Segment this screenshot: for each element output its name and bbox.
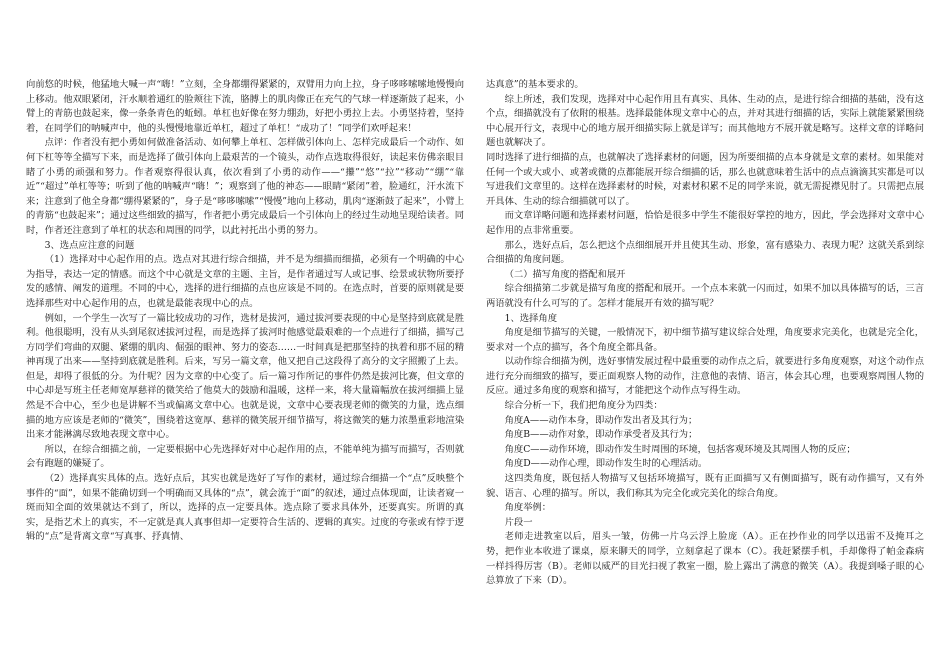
right-paragraph: 角度B——动作对象，即动作承受者及其行为； [504,429,698,441]
right-paragraph: 以动作综合细描为例，选好事情发展过程中最重要的动作点之后，就要进行多角度观察，对这个动作点进行充分而细致的描写，要正面观察人物的动作，注意他的表情、语言，体会其心理，也要观察周围人物的反应。通过多角度的观察和描写，才能把这个动作点写得生动。 [486,356,924,397]
left-paragraph: 点评：作者没有把小勇如何做准备活动、如何攀上单杠、怎样做引体向上、怎样完成最后一个动作、如何下杠等等全描写下来，而是选择了做引体向上最艰苦的一个镜头，动作点选取得很好，读起来仿佛亲眼目睹了小勇的顽强和努力。作者观察得很认真，依次看到了小勇的动作——“攥”“悠”“拉”“移动”“绷”“靠近”“超过”单杠等等；听到了他的呐喊声“嗨！”；观察到了他的神态——眼睛“紧闭”着，脸通红，汗水流下来；注意到了他全身都“绷得紧紧的”，身子是“哆哆嗦嗦”“慢慢”地向上移动，肌肉“逐渐鼓了起来”，小臂上的青筋“也鼓起来”；通过这些细致的描写，作者把小勇完成最后一个引体向上的经过生动地呈现给读者。同时，作者还注意到了单杠的状态和周围的同学，以此衬托出小勇的努力。 [26,137,464,236]
right-paragraph: 片段一 [504,516,533,528]
left-paragraph: 向前悠的时候，他猛地大喊一声“嗨！”立刻，全身都绷得紧紧的，双臂用力向上拉，身子哆哆嗦嗦地慢慢向上移动。他双眼紧闭，汗水顺着通红的脸颊往下流，胳膊上的肌肉像正在充气的气球一样逐渐鼓了起来，小臂上的青筋也鼓起来，像一条条青色的蚯蚓。单杠也好像在努力绷劲，好把小勇拉上去。小勇坚持着，坚持着，在同学们的呐喊声中，他的头慢慢地靠近单杠，超过了单杠！“成功了！”同学们欢呼起来！ [26,79,464,134]
left-paragraph: 例如，一个学生一次写了一篇比较成功的习作，选材是拔河，通过拔河要表现的中心是坚持到底就是胜利。他很聪明，没有从头到尾叙述拔河过程，而是选择了拔河时他感觉最艰难的一个点进行了细描，描写己方同学们弯曲的双腿、紧绷的肌肉、倔强的眼神、努力的姿态……一时间真是把那坚持的执着和那不屈的精神再现了出来——坚持到底就是胜利。后来，写另一篇文章，他又把自己这段得了高分的文字照搬了上去。但是，却得了很低的分。为什呢？因为文章的中心变了。后一篇习作所记的事件仍然是拔河比赛，但文章的中心却是写班主任老师宽厚慈祥的微笑给了他莫大的鼓励和温暖，这样一来，将大量篇幅放在拔河细描上显然是不合中心，至少也是讲解不当或偏离文章中心。也就是说，文章中心要表现老师的微笑的力量，选点细描的地方应该是老师的“微笑”，围绕着这宽厚、慈祥的微笑展开细节描写，将这微笑的魅力浓墨重彩地渲染出来才能淋漓尽致地表现文章中心。 [26,312,464,441]
left-paragraph: 3、选点应注意的问题 [44,239,135,251]
right-paragraph: 这四类角度，既包括人物描写又包括环境描写，既有正面描写又有侧面描写，既有动作描写，又有外貌、语言、心理的描写。所以，我们称其为完全化或完美化的综合角度。 [486,473,924,499]
right-paragraph: 1、选择角度 [504,312,557,324]
left-paragraph: （2）选择真实具体的点。选好点后，其实也就是选好了写作的素材，通过综合细描一个“点”反映整个事件的“面”，如果不能确切到一个明确而又具体的“点”，就会流于“面”的叙述，通过点体现面，让读者窥一斑而知全面的效果就达不到了，所以，选择的点一定要具体。选点除了要求具体外，还要真实。所谓的真实，是指艺术上的真实，不一定就是真人真事但却一定要符合生活的、逻辑的真实。过度的夸张或有悖于逻辑的“点”是背离文章“写真事、抒真情、 [26,473,464,543]
right-paragraph: 角度是细节描写的关键，一般情况下，初中细节描写建议综合处理，角度要求完美化，也就是完全化，要求对一个点的描写，各个角度全都具备。 [486,327,924,353]
left-column [26,78,464,631]
right-paragraph: 综合分析一下，我们把角度分为四类： [504,400,663,412]
right-paragraph: 那么，选好点后，怎么把这个点细细展开并且使其生动、形象，富有感染力、表现力呢？这就关系到综合细描的角度问题。 [486,239,924,266]
right-column [486,78,924,631]
right-paragraph: 达真意”的基本要求的。 [486,79,584,90]
right-paragraph: 同时选择了进行细描的点，也就解决了选择素材的问题，因为所要细描的点本身就是文章的素材。如果能对任何一个或大或小、或著或微的点都能展开综合细描的话，那么也就意味着生活中的点点滴滴其实都是可以写进我们文章里的。这样在选择素材的时候，对素材积累不足的同学来说，就无需捉襟见肘了。只需把点展开具体、生动的综合细描就可以了。 [486,151,924,207]
right-paragraph: 角度举例： [504,502,552,514]
left-paragraph: （1）选择对中心起作用的点。选点对其进行综合细描，并不是为细描而细描，必须有一个明确的中心为指导，表达一定的情感。而这个中心就是文章的主题、主旨，是作者通过写人或记事、绘景或状物所要抒发的感情、阐发的道理。不同的中心，选择的进行细描的点也应该是不同的。在选点时，首要的原则就是要选择那些对中心起作用的点，也就是最能表现中心的点。 [26,254,464,309]
right-paragraph: （二）描写角度的搭配和展开 [504,268,626,280]
left-paragraph: 所以，在综合细描之前，一定要根据中心先选择好对中心起作用的点，不能单纯为描写而描写，否则就会有跑题的嫌疑了。 [26,443,464,470]
right-paragraph: 综上所述，我们发现，选择对中心起作用且有真实、具体、生动的点，是进行综合细描的基础，没有这个点，细描就没有了依附的根基。选择最能体现文章中心的点，并对其进行细描的话，实际上就能紧紧围绕中心展开行文，表现中心的地方展开细描实际上就是详写；而其他地方不展开就是略写。这样文章的详略问题也就解决了。 [486,93,924,149]
right-paragraph: 老师走进教室以后，眉头一皱，仿佛一片乌云浮上脸庞（A）。正在抄作业的同学以迅雷不及掩耳之势，把作业本收进了课桌，原来聊天的同学，立刻拿起了课本（C）。我赶紧摆手机，手却像得了帕金森病一样抖得厉害（B）。老师以威严的目光扫视了教室一圈，脸上露出了满意的微笑（A）。我提到嗓子眼的心总算放了下来（D）。 [486,531,924,587]
right-paragraph: 角度C——动作环境，即动作发生时周围的环境，包括客观环境及其周围人物的反应； [504,443,856,455]
right-paragraph: 而文章详略问题和选择素材问题，恰恰是很多中学生不能很好掌控的地方，因此，学会选择对文章中心起作用的点非常重要。 [486,210,924,236]
right-paragraph: 角度D——动作心理，即动作发生时的心理活动。 [504,458,708,470]
right-paragraph: 综合细描第二步就是描写角度的搭配和展开。一个点本来就一闪而过，如果不加以具体描写的话，三言两语就没有什么可写的了。怎样才能展开有效的描写呢？ [486,283,924,309]
right-paragraph: 角度A——动作本身，即动作发出者及其行为； [504,414,698,426]
